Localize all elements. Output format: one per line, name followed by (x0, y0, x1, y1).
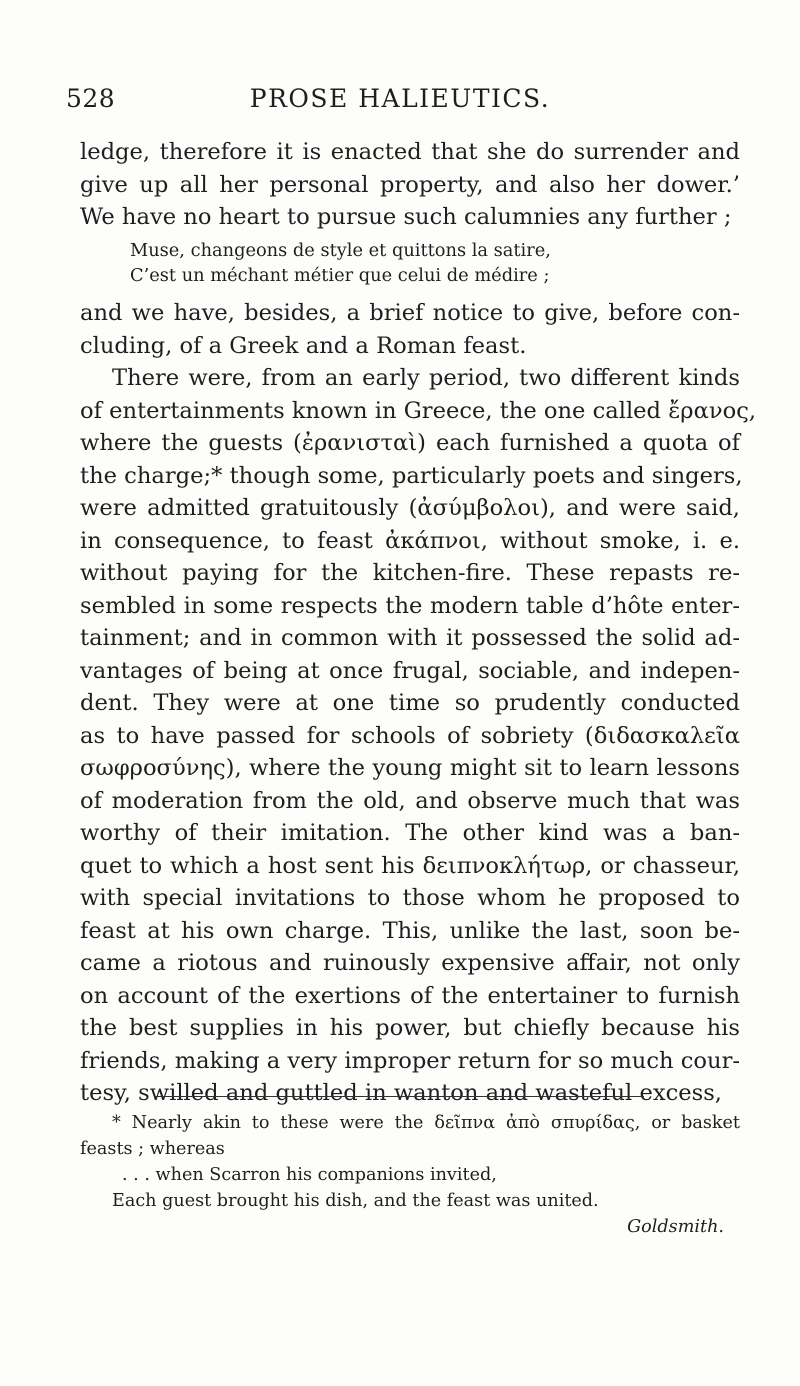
text-line: vantages of being at once frugal, sociable, and indepen- (80, 657, 740, 684)
text-line: without paying for the kitchen-fire. These repasts re- (80, 560, 740, 586)
paragraph-1 (80, 136, 740, 234)
verse-line: Muse, changeons de style et quittons la satire, (130, 240, 551, 261)
footnote-attribution: Goldsmith. (627, 1217, 724, 1237)
footnote-line: * Nearly akin to these were the δεῖπνα ἀπὸ σπυρίδας, or basket (112, 1113, 740, 1133)
verse-line: C’est un méchant métier que celui de médire ; (130, 265, 550, 286)
text-line: were admitted gratuitously (ἀσύμβολοι), and were said, (80, 495, 740, 521)
text-line: and we have, besides, a brief notice to give, before con- (80, 300, 740, 326)
text-line: worthy of their imitation. The other kind was a ban- (80, 820, 740, 846)
running-title: PROSE HALIEUTICS. (249, 84, 551, 113)
text-line: as to have passed for schools of sobriety (διδασκαλεῖα (80, 722, 740, 749)
text-line: of entertainments known in Greece, the one called ἔρανος, (80, 397, 757, 424)
footnote-divider (154, 1096, 644, 1097)
text-line: cluding, of a Greek and a Roman feast. (80, 332, 527, 359)
text-line: sembled in some respects the modern table d’hôte enter- (80, 592, 740, 619)
text-line: give up all her personal property, and also her dower.’ (80, 171, 740, 198)
text-line: friends, making a very improper return for so much cour- (80, 1047, 740, 1074)
text-line: of moderation from the old, and observe much that was (80, 787, 740, 814)
footnote-quote-line: Each guest brought his dish, and the feast was united. (112, 1191, 599, 1211)
text-line: dent. They were at one time so prudently conducted (80, 690, 740, 716)
text-line: came a riotous and ruinously expensive affair, not only (80, 950, 740, 976)
paragraph-3 (80, 362, 757, 1110)
text-line: tainment; and in common with it possessed the solid ad- (80, 625, 740, 651)
text-line: the charge;* though some, particularly poets and singers, (80, 462, 743, 489)
text-line: feast at his own charge. This, unlike the last, soon be- (80, 917, 740, 944)
text-line: σωφροσύνης), where the young might sit to learn lessons (80, 755, 740, 781)
text-line: in consequence, to feast ἀκάπνοι, without smoke, i. e. (80, 527, 740, 554)
text-line: with special invitations to those whom he proposed to (80, 885, 740, 911)
paragraph-2 (80, 297, 740, 362)
text-line: the best supplies in his power, but chiefly because his (80, 1015, 740, 1041)
footnote (80, 1110, 740, 1240)
text-line: ledge, therefore it is enacted that she do surrender and (80, 139, 740, 165)
text-line: on account of the exertions of the entertainer to furnish (80, 982, 740, 1009)
page-header (66, 84, 734, 114)
text-line: We have no heart to pursue such calumnies any further ; (80, 204, 732, 230)
page-number: 528 (66, 84, 116, 113)
text-line: where the guests (ἐρανισταὶ) each furnished a quota of (80, 430, 740, 456)
text-line: There were, from an early period, two different kinds (112, 365, 740, 391)
text-line: tesy, swilled and guttled in wanton and wasteful excess, (80, 1080, 722, 1106)
verse-quotation (130, 238, 551, 288)
text-line: quet to which a host sent his δειπνοκλήτωρ, or chasseur, (80, 852, 740, 879)
footnote-line: feasts ; whereas (80, 1139, 225, 1159)
footnote-quote-line: . . . when Scarron his companions invited, (122, 1165, 497, 1185)
